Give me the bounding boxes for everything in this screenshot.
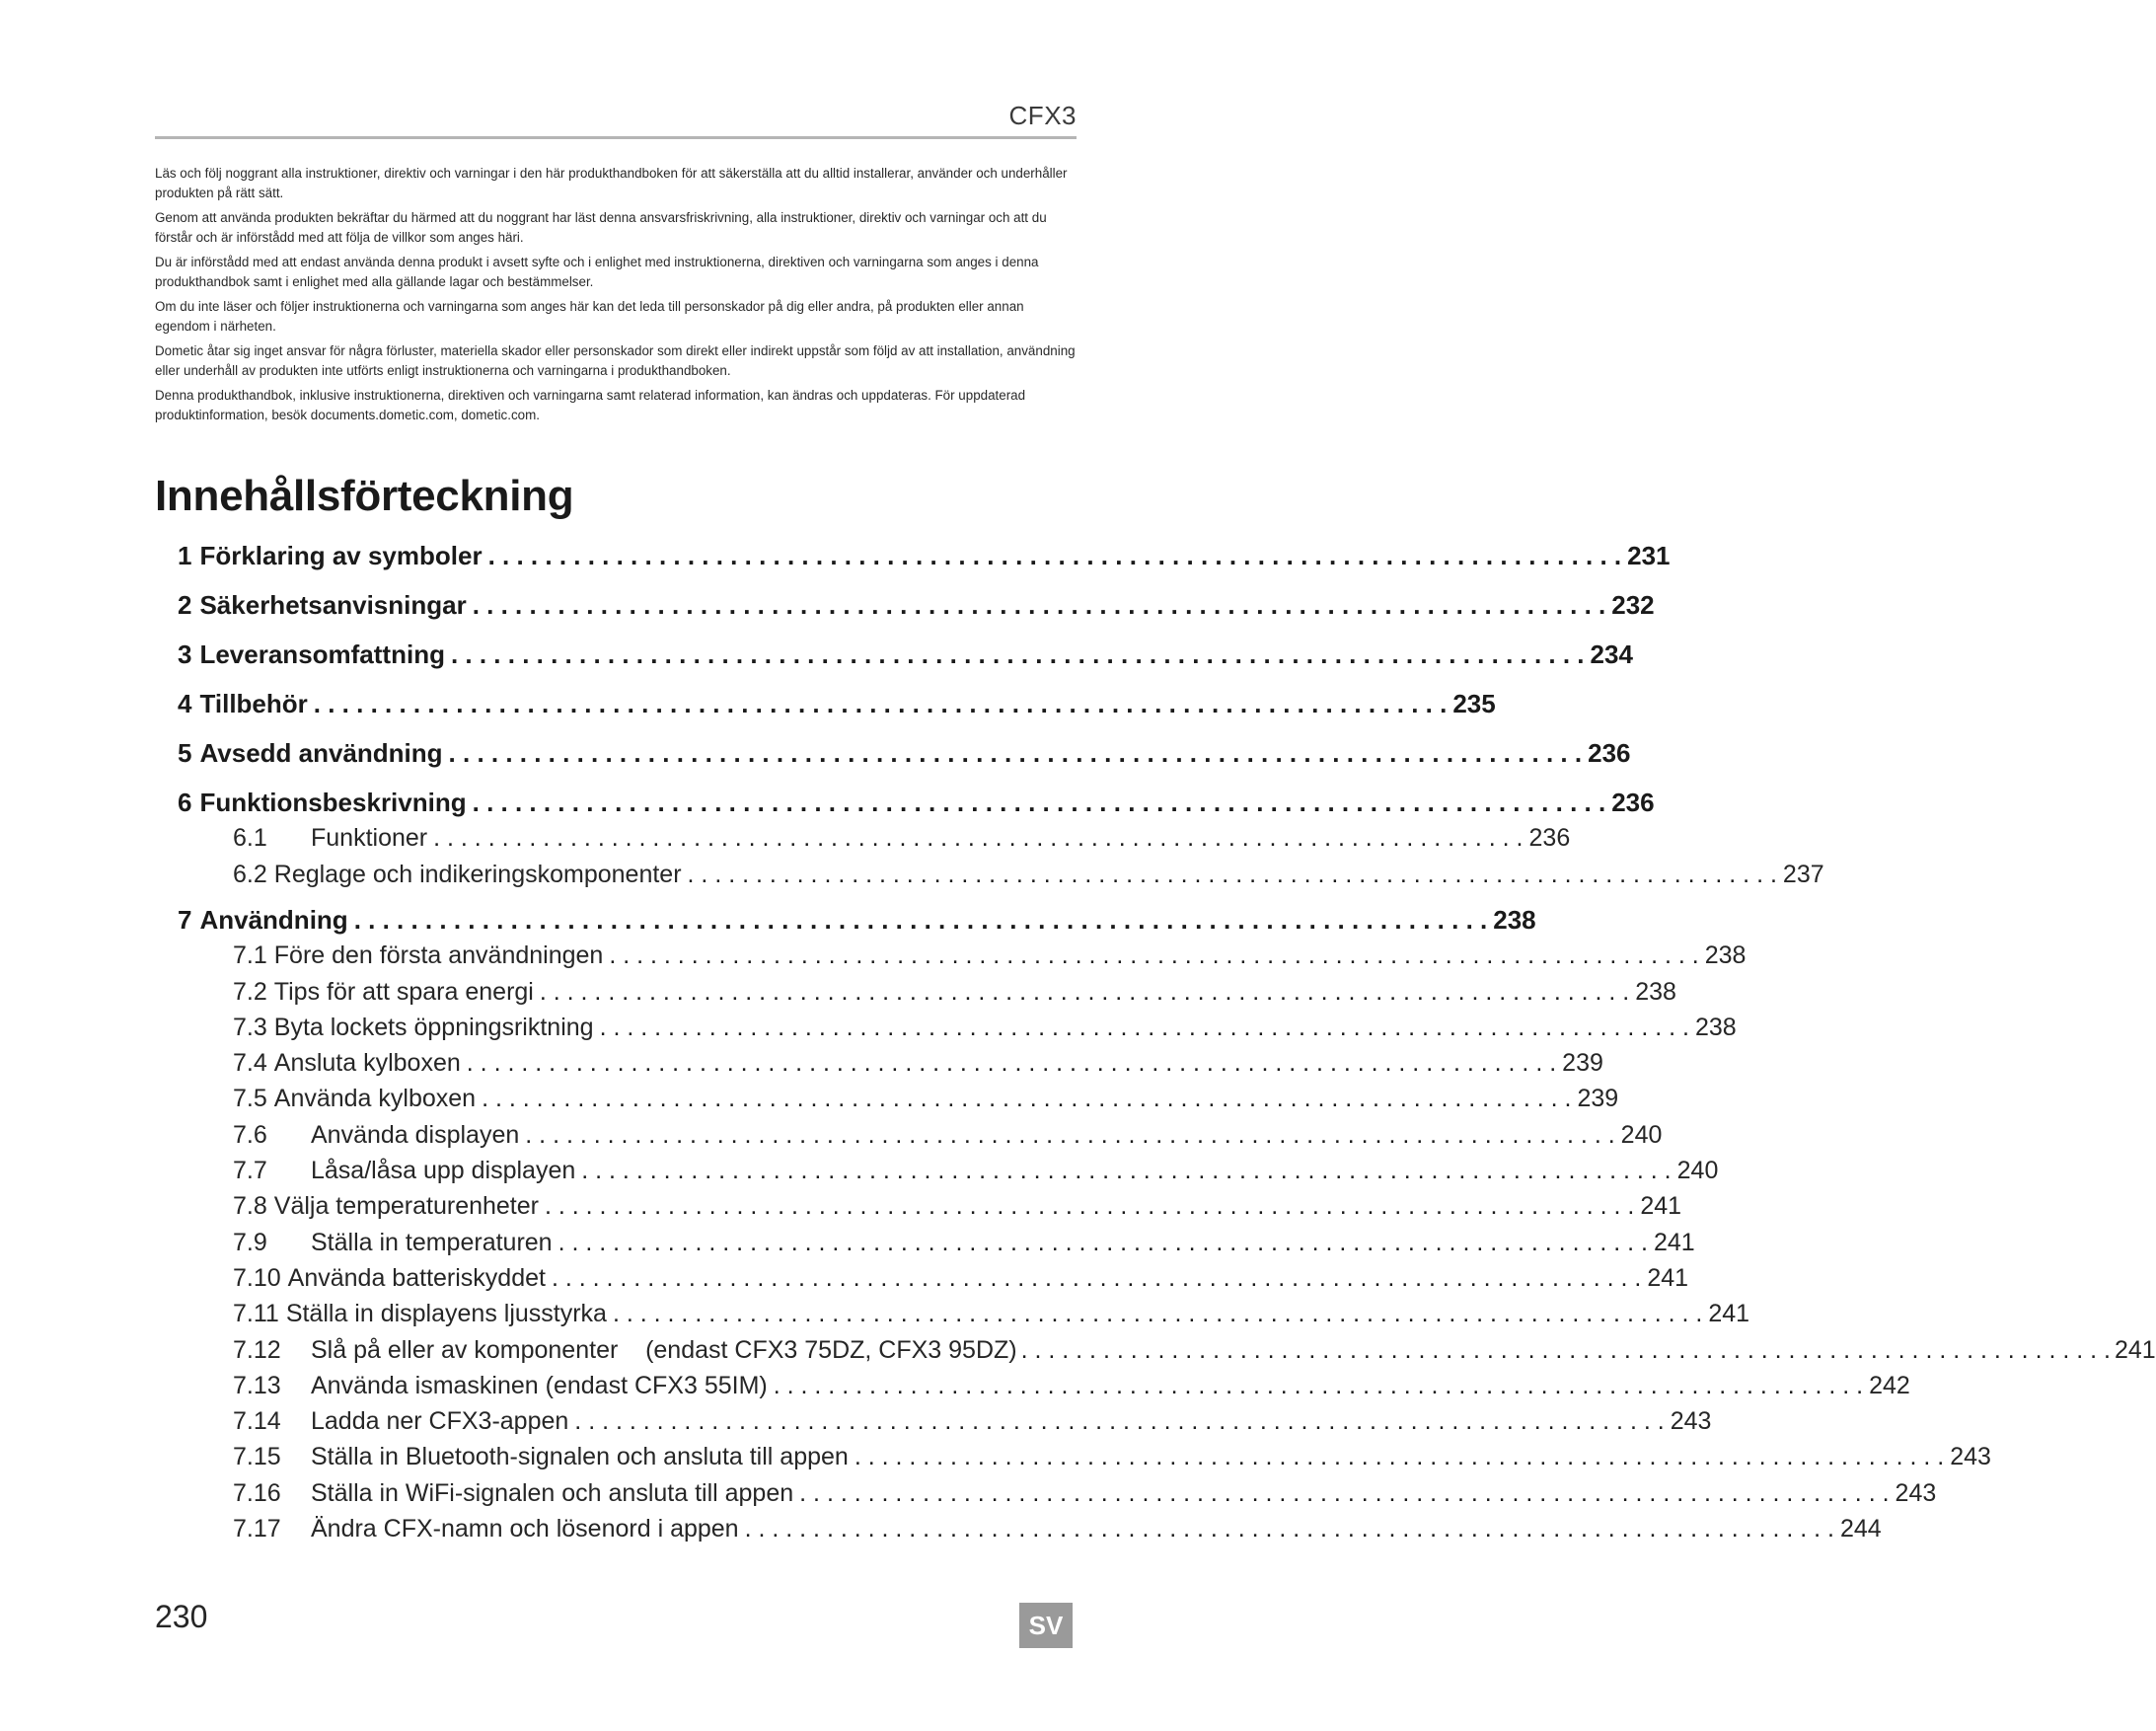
toc-entry-7-8[interactable] [233,1188,1682,1224]
toc-entry-title: Avsedd användning [199,738,443,768]
toc-leader: . . . . . . . . . . . . . . . . . . . . . . . . . . . . . . . . . . . . . . . . . . . . . . . . . . . . . . . . . . . . . . . . . . . . . . . . . . . . . . . . [472,788,1606,817]
toc-entry-title: Tips för att spara energi [273,977,534,1006]
toc-entry-title: Välja temperaturenheter [273,1192,539,1221]
toc-entry-number: 7.3 [233,1013,267,1041]
toc-leader: . . . . . . . . . . . . . . . . . . . . . . . . . . . . . . . . . . . . . . . . . . . . . . . . . . . . . . . . . . . . . . . . . . . . . . . . . . . . . . . . [448,738,1583,768]
toc-leader: . . . . . . . . . . . . . . . . . . . . . . . . . . . . . . . . . . . . . . . . . . . . . . . . . . . . . . . . . . . . . . . . . . . . . . . . . . . . . . . . [854,1443,1945,1471]
toc-entry-number: 2 [178,590,192,620]
toc-entry-page: 242 [1869,1371,1910,1399]
toc-entry-7-6[interactable] [233,1117,1663,1153]
toc-entry-number: 7.15 [233,1443,281,1471]
toc-leader: . . . . . . . . . . . . . . . . . . . . . . . . . . . . . . . . . . . . . . . . . . . . . . . . . . . . . . . . . . . . . . . . . . . . . . . . . . . . . . . . [487,541,1622,570]
toc-entry-page: 237 [1782,861,1824,888]
toc-entry-page: 231 [1627,541,1671,570]
toc-entry-title: Använda ismaskinen (endast CFX3 55IM) [311,1371,768,1399]
toc-leader: . . . . . . . . . . . . . . . . . . . . . . . . . . . . . . . . . . . . . . . . . . . . . . . . . . . . . . . . . . . . . . . . . . . . . . . . . . . . . . . . [525,1120,1615,1149]
toc-entry-7-15[interactable] [233,1439,1991,1474]
toc-entry-page: 241 [1653,1228,1695,1256]
toc-entry-4[interactable] [178,686,1496,735]
toc-entry-number: 7.9 [233,1228,267,1256]
toc-entry-number: 6 [178,788,192,817]
toc-leader: . . . . . . . . . . . . . . . . . . . . . . . . . . . . . . . . . . . . . . . . . . . . . . . . . . . . . . . . . . . . . . . . . . . . . . . . . . . . . . . . [612,1300,1703,1328]
toc-leader: . . . . . . . . . . . . . . . . . . . . . . . . . . . . . . . . . . . . . . . . . . . . . . . . . . . . . . . . . . . . . . . . . . . . . . . . . . . . . . . . [599,1013,1689,1041]
toc-entry-page: 240 [1620,1120,1663,1149]
toc-title: Innehållsförteckning [155,472,574,520]
toc-entry-number: 4 [178,689,192,718]
toc-leader: . . . . . . . . . . . . . . . . . . . . . . . . . . . . . . . . . . . . . . . . . . . . . . . . . . . . . . . . . . . . . . . . . . . . . . . . . . . . . . . . [574,1407,1665,1436]
disclaimer-paragraph: Läs och följ noggrant alla instruktioner, direktiv och varningar i den här produkthandboken för att säkerställa att du alltid installerar, använder och underhåller produkten på rätt sätt. [155,166,1068,200]
toc-entry-title: Förklaring av symboler [199,541,483,570]
toc-entry-7-7[interactable] [233,1153,1719,1188]
toc-entry-7-2[interactable] [233,974,1676,1010]
toc-leader: . . . . . . . . . . . . . . . . . . . . . . . . . . . . . . . . . . . . . . . . . . . . . . . . . . . . . . . . . . . . . . . . . . . . . . . . . . . . . . . . [1020,1335,2111,1364]
toc-entry-number: 1 [178,541,192,570]
toc-entry-title: Ställa in displayens ljusstyrka [285,1300,607,1328]
toc-leader: . . . . . . . . . . . . . . . . . . . . . . . . . . . . . . . . . . . . . . . . . . . . . . . . . . . . . . . . . . . . . . . . . . . . . . . . . . . . . . . . [609,941,1699,970]
toc-entry-7-13[interactable] [233,1368,1910,1403]
toc-entry-title: Leveransomfattning [199,640,445,669]
toc-leader: . . . . . . . . . . . . . . . . . . . . . . . . . . . . . . . . . . . . . . . . . . . . . . . . . . . . . . . . . . . . . . . . . . . . . . . . . . . . . . . . [433,824,1524,852]
toc-entry-7-5[interactable] [233,1081,1619,1116]
disclaimer-paragraph: Om du inte läser och följer instruktionerna och varningarna som anges här kan det leda till personskador på dig eller andra, på produkten eller annan egendom i närheten. [155,299,1024,334]
toc-entry-page: 239 [1562,1049,1603,1078]
toc-entry-title: Säkerhetsanvisningar [199,590,467,620]
toc-entry-title: Ställa in temperaturen [311,1228,553,1256]
page-number: 230 [155,1599,208,1634]
toc-entry-number: 6.2 [233,861,267,888]
toc-entry-page: 238 [1635,977,1676,1006]
toc-entry-page: 241 [1647,1263,1689,1292]
table-of-contents [0,538,2156,1546]
toc-entry-title: Ändra CFX-namn och lösenord i appen [311,1515,739,1543]
toc-entry-number: 7.6 [233,1120,267,1149]
header-divider [155,136,1077,139]
toc-leader: . . . . . . . . . . . . . . . . . . . . . . . . . . . . . . . . . . . . . . . . . . . . . . . . . . . . . . . . . . . . . . . . . . . . . . . . . . . . . . . . [581,1157,1672,1185]
toc-entry-number: 7.2 [233,977,267,1006]
toc-entry-title: Före den första användningen [273,941,604,970]
disclaimer-paragraph: Du är införstådd med att endast använda denna produkt i avsett syfte och i enlighet med instruktionerna, direktiven och varningarna som anges i denna produkthandbok samt i enlighet med alla gällande lagar och bestämmelser. [155,255,1039,289]
toc-entry-title: Funktioner [311,824,428,852]
toc-entry-page: 244 [1839,1515,1882,1543]
toc-entry-number: 7.14 [233,1407,281,1436]
toc-entry-number: 7.4 [233,1049,267,1078]
toc-entry-title: Byta lockets öppningsriktning [273,1013,594,1041]
product-model: CFX3 [1008,101,1077,130]
toc-entry-title: Använda kylboxen [273,1085,477,1113]
toc-entry-number: 7.12 [233,1335,281,1364]
toc-entry-page: 243 [1950,1443,1991,1471]
toc-entry-7-16[interactable] [233,1475,1937,1511]
toc-entry-7-17[interactable] [233,1511,1882,1546]
toc-entry-7[interactable] [178,902,1536,938]
toc-entry-title: Ansluta kylboxen [273,1049,461,1078]
disclaimer-paragraph: Genom att använda produkten bekräftar du härmed att du noggrant har läst denna ansvarsfriskrivning, alla instruktioner, direktiv och varningar och att du förstår och är införstådd med att följa de villkor som anges häri. [155,210,1047,245]
toc-entry-number: 7.16 [233,1478,281,1507]
toc-entry-page: 240 [1676,1157,1719,1185]
toc-entry-title: Tillbehör [199,689,308,718]
toc-entry-7-3[interactable] [233,1010,1737,1045]
toc-entry-number: 5 [178,738,192,768]
toc-entry-3[interactable] [178,637,1633,686]
toc-entry-page: 241 [1640,1192,1682,1221]
disclaimer-paragraph: Dometic åtar sig inget ansvar för några förluster, materiella skador eller personskador som direkt eller indirekt uppstår som följd av att installation, användning eller underhåll av produkten inte utförts enligt instruktionerna och varningarna i produkthandboken. [155,343,1076,378]
toc-entry-title: Ställa in WiFi-signalen och ansluta till appen [311,1478,794,1507]
toc-entry-page: 238 [1493,905,1536,936]
toc-entry-page: 236 [1588,738,1631,768]
disclaimer-paragraph: Denna produkthandbok, inklusive instruktionerna, direktiven och varningarna samt relaterad information, kan ändras och uppdateras. För uppdaterad produktinformation, besök documents.dometic.com, dometic.com. [155,388,1026,422]
toc-entry-title: Låsa/låsa upp displayen [311,1157,576,1185]
toc-entry-page: 243 [1895,1478,1937,1507]
disclaimer [155,164,1077,430]
toc-entry-7-9[interactable] [233,1225,1695,1260]
toc-entry-page: 243 [1670,1407,1712,1436]
toc-leader: . . . . . . . . . . . . . . . . . . . . . . . . . . . . . . . . . . . . . . . . . . . . . . . . . . . . . . . . . . . . . . . . . . . . . . . . . . . . . . . . [539,977,1630,1006]
toc-entry-7-11[interactable] [233,1296,1750,1331]
toc-entry-title: Använda displayen [311,1120,520,1149]
toc-entry-number: 7.8 [233,1192,267,1221]
toc-entry-5[interactable] [178,735,1631,785]
toc-entry-page: 236 [1528,824,1571,852]
toc-entry-number: 7.11 [233,1300,279,1328]
toc-entry-title: Funktionsbeskrivning [199,788,467,817]
toc-entry-number: 7.17 [233,1515,281,1543]
toc-entry-number: 7.1 [233,941,267,970]
toc-leader: . . . . . . . . . . . . . . . . . . . . . . . . . . . . . . . . . . . . . . . . . . . . . . . . . . . . . . . . . . . . . . . . . . . . . . . . . . . . . . . . [472,590,1606,620]
toc-entry-page: 238 [1704,941,1747,970]
toc-entry-6-2[interactable] [233,857,1824,892]
toc-leader: . . . . . . . . . . . . . . . . . . . . . . . . . . . . . . . . . . . . . . . . . . . . . . . . . . . . . . . . . . . . . . . . . . . . . . . . . . . . . . . . [450,640,1585,669]
toc-entry-title: Använda batteriskyddet [287,1263,546,1292]
toc-entry-number: 7.5 [233,1085,267,1113]
toc-entry-7-14[interactable] [233,1403,1712,1439]
toc-entry-number: 6.1 [233,824,267,852]
toc-entry-title: Ställa in Bluetooth-signalen och ansluta till appen [311,1443,849,1471]
toc-entry-page: 241 [1708,1300,1750,1328]
toc-leader: . . . . . . . . . . . . . . . . . . . . . . . . . . . . . . . . . . . . . . . . . . . . . . . . . . . . . . . . . . . . . . . . . . . . . . . . . . . . . . . . [744,1515,1834,1543]
toc-leader: . . . . . . . . . . . . . . . . . . . . . . . . . . . . . . . . . . . . . . . . . . . . . . . . . . . . . . . . . . . . . . . . . . . . . . . . . . . . . . . . [353,905,1488,936]
toc-entry-page: 241 [2114,1335,2156,1364]
toc-entry-page: 234 [1590,640,1633,669]
toc-leader: . . . . . . . . . . . . . . . . . . . . . . . . . . . . . . . . . . . . . . . . . . . . . . . . . . . . . . . . . . . . . . . . . . . . . . . . . . . . . . . . [773,1371,1864,1399]
toc-leader: . . . . . . . . . . . . . . . . . . . . . . . . . . . . . . . . . . . . . . . . . . . . . . . . . . . . . . . . . . . . . . . . . . . . . . . . . . . . . . . . [482,1085,1572,1113]
toc-entry-title: Användning [199,905,348,936]
toc-entry-number: 7.10 [233,1263,281,1292]
toc-leader: . . . . . . . . . . . . . . . . . . . . . . . . . . . . . . . . . . . . . . . . . . . . . . . . . . . . . . . . . . . . . . . . . . . . . . . . . . . . . . . . [466,1049,1557,1078]
toc-entry-page: 239 [1577,1085,1619,1113]
toc-entry-page: 236 [1611,788,1655,817]
toc-entry-7-12[interactable] [233,1332,2156,1368]
toc-leader: . . . . . . . . . . . . . . . . . . . . . . . . . . . . . . . . . . . . . . . . . . . . . . . . . . . . . . . . . . . . . . . . . . . . . . . . . . . . . . . . [558,1228,1648,1256]
toc-entry-2[interactable] [178,587,1655,637]
toc-leader: . . . . . . . . . . . . . . . . . . . . . . . . . . . . . . . . . . . . . . . . . . . . . . . . . . . . . . . . . . . . . . . . . . . . . . . . . . . . . . . . [313,689,1448,718]
toc-entry-page: 238 [1694,1013,1737,1041]
toc-entry-number: 7.13 [233,1371,281,1399]
language-badge: SV [1019,1603,1073,1648]
toc-entry-title: Ladda ner CFX3-appen [311,1407,569,1436]
toc-entry-7-1[interactable] [233,938,1747,973]
toc-leader: . . . . . . . . . . . . . . . . . . . . . . . . . . . . . . . . . . . . . . . . . . . . . . . . . . . . . . . . . . . . . . . . . . . . . . . . . . . . . . . . [544,1192,1635,1221]
toc-entry-number: 3 [178,640,192,669]
toc-entry-page: 235 [1452,689,1496,718]
toc-leader: . . . . . . . . . . . . . . . . . . . . . . . . . . . . . . . . . . . . . . . . . . . . . . . . . . . . . . . . . . . . . . . . . . . . . . . . . . . . . . . . [799,1478,1890,1507]
toc-entry-1[interactable] [178,538,1671,587]
toc-entry-number: 7 [178,905,192,936]
toc-entry-page: 232 [1611,590,1655,620]
toc-entry-7-4[interactable] [233,1045,1603,1081]
toc-entry-title: Reglage och indikeringskomponenter [273,861,682,888]
toc-entry-title: Slå på eller av komponenter (endast CFX3 75DZ, CFX3 95DZ) [311,1335,1017,1364]
toc-entry-6-1[interactable] [233,820,1571,857]
toc-leader: . . . . . . . . . . . . . . . . . . . . . . . . . . . . . . . . . . . . . . . . . . . . . . . . . . . . . . . . . . . . . . . . . . . . . . . . . . . . . . . . [551,1263,1642,1292]
toc-entry-7-10[interactable] [233,1260,1689,1296]
toc-leader: . . . . . . . . . . . . . . . . . . . . . . . . . . . . . . . . . . . . . . . . . . . . . . . . . . . . . . . . . . . . . . . . . . . . . . . . . . . . . . . . [687,861,1777,888]
toc-entry-number: 7.7 [233,1157,267,1185]
